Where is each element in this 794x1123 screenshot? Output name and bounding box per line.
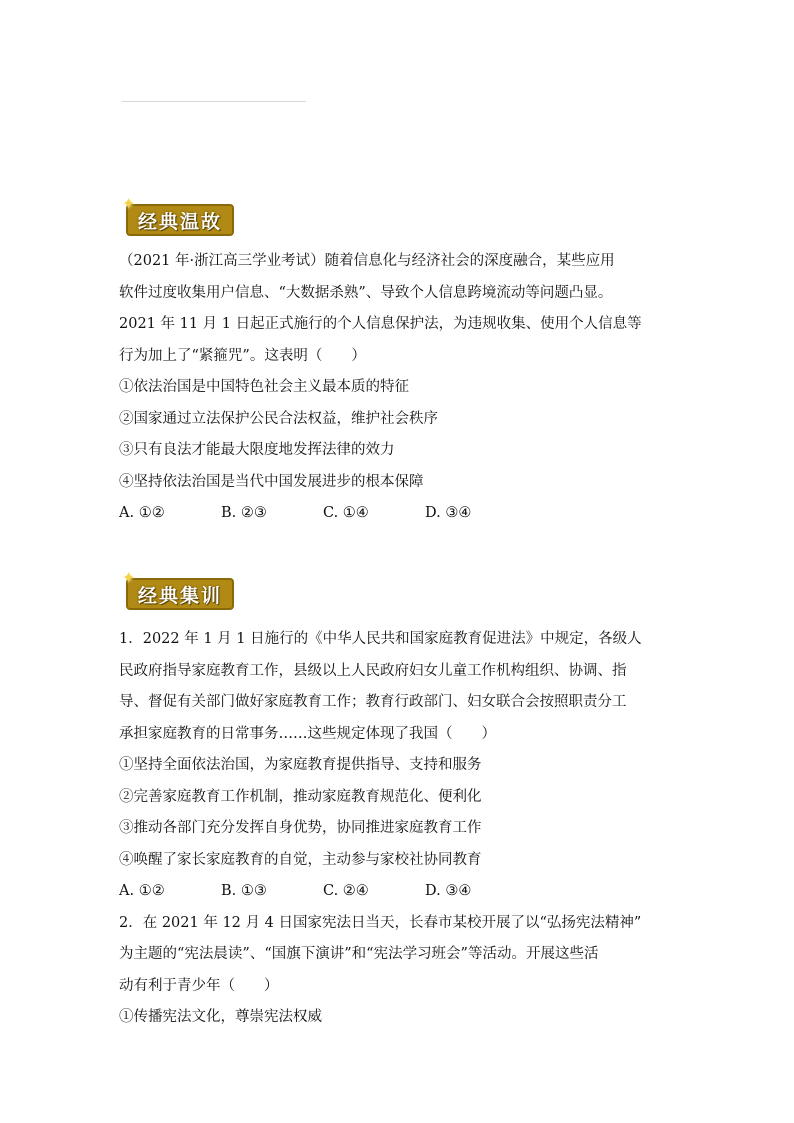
answer-choices xyxy=(119,876,679,908)
choice-c: C. ①④ xyxy=(323,505,369,521)
question-review xyxy=(119,246,679,530)
option-statement: ①传播宪法文化，尊崇宪法权威 xyxy=(119,1009,322,1025)
choice-b: B. ①③ xyxy=(221,883,267,899)
choice-d: D. ③④ xyxy=(425,505,472,521)
choice-b: B. ②③ xyxy=(221,505,267,521)
section-title: 经典温故 xyxy=(137,210,222,233)
question-stem-line: 行为加上了“紧箍咒”。这表明（ ） xyxy=(119,347,366,364)
choice-d: D. ③④ xyxy=(425,883,472,899)
section-title: 经典集训 xyxy=(137,584,222,607)
question-1 xyxy=(119,624,679,1034)
question-stem-line: 1．2022 年 1 月 1 日施行的《中华人民共和国家庭教育促进法》中规定，各级人 xyxy=(119,631,642,647)
option-statement: ②完善家庭教育工作机制，推动家庭教育规范化、便利化 xyxy=(119,788,482,805)
question-stem-line: 2021 年 11 月 1 日起正式施行的个人信息保护法，为违规收集、使用个人信息等 xyxy=(119,316,642,332)
option-statement: ①坚持全面依法治国，为家庭教育提供指导、支持和服务 xyxy=(119,757,482,773)
option-statement: ③推动各部门充分发挥自身优势，协同推进家庭教育工作 xyxy=(119,820,482,836)
sparkle-star-icon: ✦ xyxy=(122,194,136,213)
option-statement: ④坚持依法治国是当代中国发展进步的根本保障 xyxy=(119,473,424,490)
option-statement: ①依法治国是中国特色社会主义最本质的特征 xyxy=(119,379,409,395)
choice-a: A. ①② xyxy=(119,505,165,521)
section-badge-practice xyxy=(122,568,234,610)
choice-c: C. ②④ xyxy=(323,883,369,899)
header-rule xyxy=(122,101,306,102)
choice-a: A. ①② xyxy=(119,883,165,899)
question-stem-line: 民政府指导家庭教育工作，县级以上人民政府妇女儿童工作机构组织、协调、指 xyxy=(119,662,627,679)
section-badge-review xyxy=(122,194,234,236)
question-stem-line: 为主题的“宪法晨读”、“国旗下演讲”和“宪法学习班会”等活动。开展这些活 xyxy=(119,946,599,962)
option-statement: ④唤醒了家长家庭教育的自觉，主动参与家校社协同教育 xyxy=(119,851,482,868)
question-stem-line: 导、督促有关部门做好家庭教育工作；教育行政部门、妇女联合会按照职责分工 xyxy=(119,694,627,710)
answer-choices xyxy=(119,498,679,530)
question-stem-line: 2．在 2021 年 12 月 4 日国家宪法日当天，长春市某校开展了以“弘扬宪法精神” xyxy=(119,914,642,931)
option-statement: ③只有良法才能最大限度地发挥法律的效力 xyxy=(119,442,395,458)
question-stem-line: 软件过度收集用户信息、“大数据杀熟”、导致个人信息跨境流动等问题凸显。 xyxy=(119,284,613,301)
question-stem-line: 动有利于青少年（ ） xyxy=(119,977,279,994)
question-stem-line: 承担家庭教育的日常事务……这些规定体现了我国（ ） xyxy=(119,725,496,742)
option-statement: ②国家通过立法保护公民合法权益，维护社会秩序 xyxy=(119,410,438,427)
question-stem-line: （2021 年·浙江高三学业考试）随着信息化与经济社会的深度融合，某些应用 xyxy=(119,253,615,269)
sparkle-star-icon: ✦ xyxy=(122,568,136,587)
